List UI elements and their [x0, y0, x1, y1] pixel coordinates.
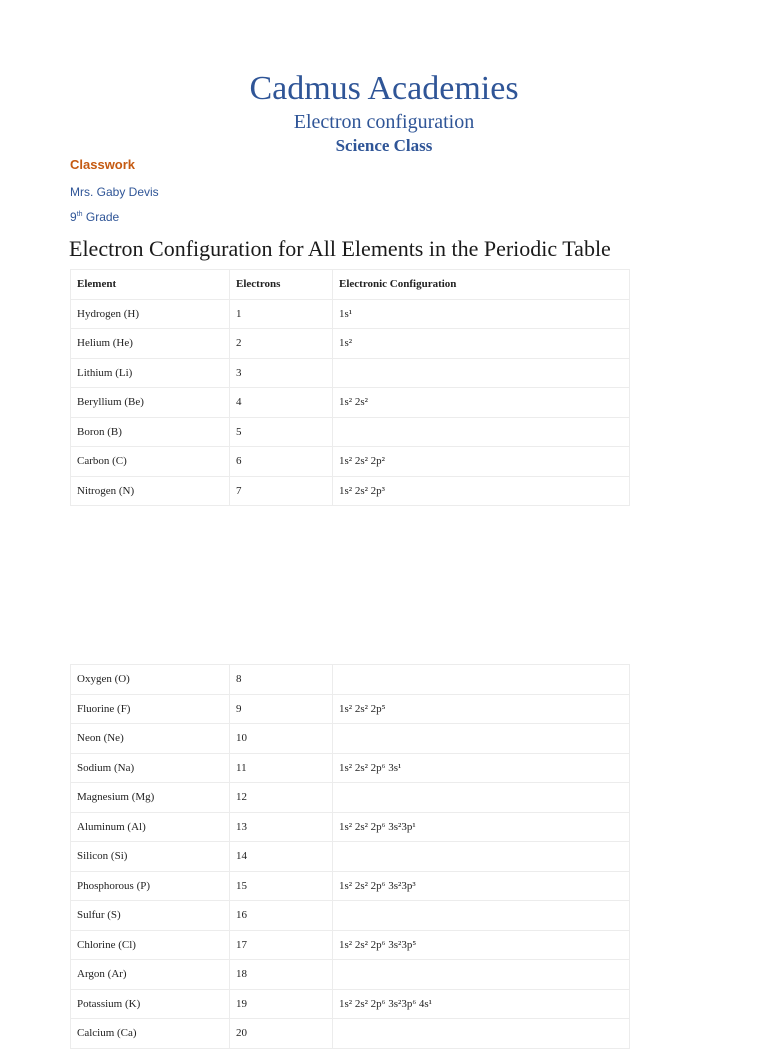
cell-configuration	[333, 842, 630, 872]
cell-configuration	[333, 358, 630, 388]
cell-electrons: 2	[230, 329, 333, 359]
table-row	[71, 724, 630, 754]
cell-configuration	[333, 901, 630, 931]
cell-configuration	[333, 1019, 630, 1049]
cell-element: Lithium (Li)	[71, 358, 230, 388]
table-row	[71, 901, 630, 931]
cell-electrons: 15	[230, 871, 333, 901]
page-1-table-region	[0, 0, 768, 496]
table-row	[71, 989, 630, 1019]
cell-element: Nitrogen (N)	[71, 476, 230, 506]
table-row	[71, 930, 630, 960]
cell-element: Fluorine (F)	[71, 694, 230, 724]
cell-configuration: 1s² 2s² 2p⁶ 3s²3p⁵	[333, 930, 630, 960]
cell-electrons: 3	[230, 358, 333, 388]
cell-configuration	[333, 724, 630, 754]
cell-electrons: 16	[230, 901, 333, 931]
cell-element: Beryllium (Be)	[71, 388, 230, 418]
table-row	[71, 299, 630, 329]
table-row	[71, 388, 630, 418]
cell-configuration	[333, 783, 630, 813]
table-row	[71, 417, 630, 447]
cell-configuration: 1s² 2s² 2p⁶ 3s²3p⁶ 4s¹	[333, 989, 630, 1019]
cell-configuration	[333, 960, 630, 990]
cell-electrons: 8	[230, 665, 333, 695]
cell-electrons: 13	[230, 812, 333, 842]
cell-configuration: 1s² 2s² 2p⁶ 3s²3p³	[333, 871, 630, 901]
table-row	[71, 358, 630, 388]
header-element: Element	[71, 270, 230, 300]
cell-electrons: 1	[230, 299, 333, 329]
cell-element: Calcium (Ca)	[71, 1019, 230, 1049]
table-row	[71, 871, 630, 901]
header-configuration: Electronic Configuration	[333, 270, 630, 300]
classwork-label: Classwork	[70, 157, 136, 172]
cell-electrons: 7	[230, 476, 333, 506]
cell-configuration: 1s² 2s² 2p⁶ 3s²3p¹	[333, 812, 630, 842]
grade-word: Grade	[85, 210, 120, 224]
cell-configuration: 1s² 2s² 2p⁶ 3s¹	[333, 753, 630, 783]
cell-electrons: 20	[230, 1019, 333, 1049]
document-subtitle: Electron configuration	[293, 111, 475, 133]
cell-configuration: 1s² 2s² 2p³	[333, 476, 630, 506]
teacher-name: Mrs. Gaby Devis	[70, 185, 159, 199]
cell-element: Magnesium (Mg)	[71, 783, 230, 813]
cell-element: Silicon (Si)	[71, 842, 230, 872]
cell-element: Oxygen (O)	[71, 665, 230, 695]
element-table-page-1	[70, 269, 630, 506]
cell-electrons: 10	[230, 724, 333, 754]
cell-element: Aluminum (Al)	[71, 812, 230, 842]
table-row	[71, 783, 630, 813]
table-row	[71, 1019, 630, 1049]
cell-element: Potassium (K)	[71, 989, 230, 1019]
cell-element: Carbon (C)	[71, 447, 230, 477]
table-row	[71, 694, 630, 724]
cell-element: Argon (Ar)	[71, 960, 230, 990]
cell-electrons: 14	[230, 842, 333, 872]
element-table-page-2	[70, 664, 630, 1049]
cell-element: Neon (Ne)	[71, 724, 230, 754]
cell-element: Sulfur (S)	[71, 901, 230, 931]
cell-electrons: 19	[230, 989, 333, 1019]
table-row	[71, 753, 630, 783]
cell-configuration: 1s² 2s² 2p²	[333, 447, 630, 477]
cell-electrons: 9	[230, 694, 333, 724]
table-row	[71, 329, 630, 359]
cell-electrons: 12	[230, 783, 333, 813]
cell-configuration: 1s²	[333, 329, 630, 359]
table-header-row	[71, 270, 630, 300]
cell-element: Sodium (Na)	[71, 753, 230, 783]
grade-suffix: th	[76, 211, 83, 218]
cell-electrons: 6	[230, 447, 333, 477]
cell-configuration: 1s² 2s² 2p⁵	[333, 694, 630, 724]
table-row	[71, 476, 630, 506]
cell-element: Hydrogen (H)	[71, 299, 230, 329]
header-electrons: Electrons	[230, 270, 333, 300]
section-heading: Electron Configuration for All Elements in the Periodic Table	[69, 236, 611, 261]
cell-configuration	[333, 417, 630, 447]
grade-number: 9	[70, 210, 77, 224]
cell-electrons: 4	[230, 388, 333, 418]
document-title: Cadmus Academies	[249, 70, 519, 107]
table-row	[71, 447, 630, 477]
cell-electrons: 11	[230, 753, 333, 783]
table-row	[71, 842, 630, 872]
cell-element: Helium (He)	[71, 329, 230, 359]
cell-element: Boron (B)	[71, 417, 230, 447]
cell-configuration	[333, 665, 630, 695]
class-name: Science Class	[335, 136, 433, 155]
cell-configuration: 1s² 2s²	[333, 388, 630, 418]
cell-electrons: 18	[230, 960, 333, 990]
cell-element: Phosphorous (P)	[71, 871, 230, 901]
cell-configuration: 1s¹	[333, 299, 630, 329]
cell-electrons: 5	[230, 417, 333, 447]
table-row	[71, 960, 630, 990]
cell-electrons: 17	[230, 930, 333, 960]
table-row	[71, 812, 630, 842]
cell-element: Chlorine (Cl)	[71, 930, 230, 960]
table-row	[71, 665, 630, 695]
